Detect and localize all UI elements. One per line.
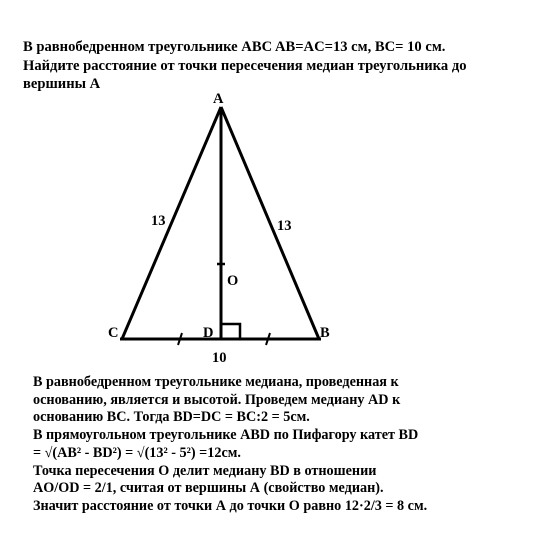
point-o-label: O (227, 273, 239, 289)
solution-line: В прямоугольном треугольнике ABD по Пифагору катет BD (33, 427, 419, 444)
side-ac-length: 13 (151, 213, 166, 229)
vertex-c-label: C (108, 325, 119, 341)
side-ab (221, 107, 319, 339)
solution-line: основанию, является и высотой. Проведем медиану AD к (33, 391, 401, 408)
problem-line: В равнобедренном треугольнике ABC AB=AC=13 см, BC= 10 см. (23, 39, 446, 55)
problem-line: Найдите расстояние от точки пересечения медиан треугольника до (23, 57, 467, 74)
right-angle-marker (221, 324, 240, 339)
side-bc-length: 10 (212, 350, 227, 366)
solution-text (33, 374, 538, 516)
solution-line: основанию BC. Тогда BD=DC = BC:2 = 5см. (33, 409, 310, 426)
side-ac (122, 107, 221, 339)
vertex-b-label: B (320, 325, 330, 341)
solution-line: Точка пересечения О делит медиану BD в отношении (33, 462, 377, 479)
side-ab-length: 13 (277, 218, 292, 234)
solution-line: AO/OD = 2/1, считая от вершины А (свойство медиан). (33, 480, 384, 497)
solution-line: В равнобедренном треугольнике медиана, проведенная к (33, 374, 399, 390)
solution-line: = √(AB² - BD²) = √(13² - 5²) =12см. (33, 444, 241, 461)
problem-line: вершины А (23, 76, 101, 92)
point-d-label: D (203, 325, 214, 341)
vertex-a-label: A (213, 91, 224, 107)
solution-line: Значит расстояние от точки А до точки О равно 12·2/3 = 8 см. (33, 497, 428, 514)
